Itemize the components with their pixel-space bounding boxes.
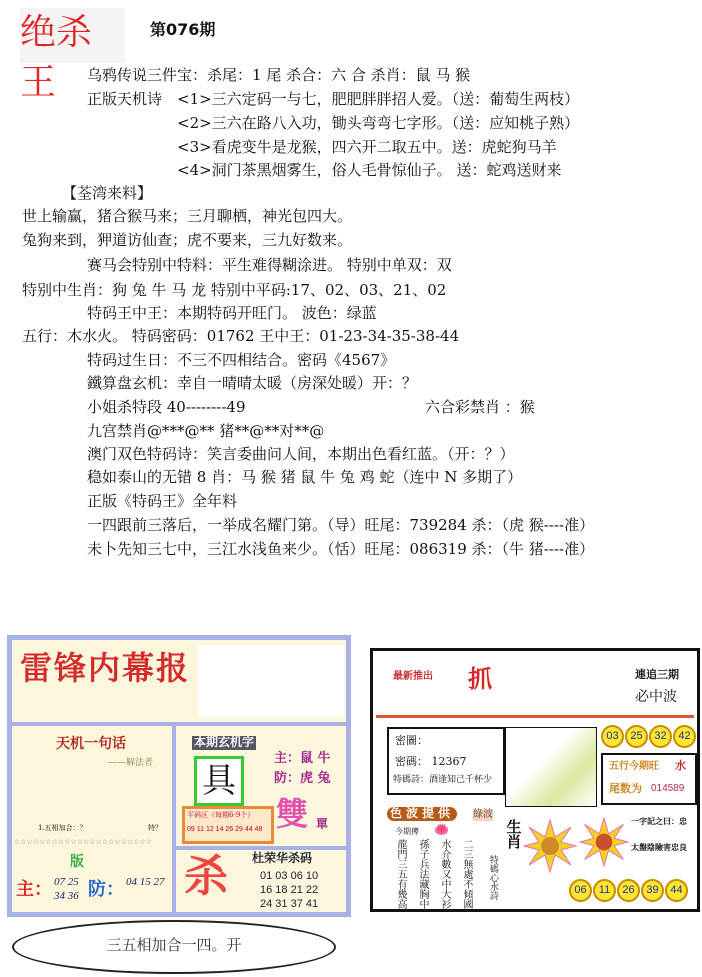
left-image-panel [7, 635, 351, 917]
shengxiao-label: 生肖 [504, 819, 523, 849]
cloud-caption: 三五相加合一四。开 [12, 920, 336, 974]
taiying-text: 太盤陰險害忠良 [631, 842, 687, 852]
zhua-char: 抓 [468, 664, 492, 693]
pingma-label: 平码区（每期6-9个） [187, 811, 255, 819]
xinshui-label: 特碼心水詩 [487, 855, 498, 900]
divider [376, 715, 694, 718]
panel-title: 雷锋内幕报 [20, 649, 191, 687]
right-image-panel [370, 648, 700, 912]
text-line: <3>看虎变牛是龙猴，四六开二取五中。送：虎蛇狗马羊 [177, 138, 557, 156]
text-line: 六合彩禁肖 ：猴 [425, 398, 535, 416]
fang-nums: 04 15 27 [126, 876, 165, 888]
divider [12, 722, 346, 726]
text-line: 稳如泰山的无错 8 肖：马 猴 猪 鼠 牛 兔 鸡 蛇（连中 N 多期了） [87, 468, 523, 486]
rooster-star-icon [579, 817, 629, 867]
text-line: 澳门双色特码诗：笑言委曲问人间，本期出色看红蓝。（开：？） [87, 445, 515, 463]
verse: 孫子兵法藏胸中 [417, 839, 428, 909]
text-line: 兔狗来到，狎道访仙查；虎不要来，三九好数来。 [22, 231, 353, 249]
logo: 绝杀王 [20, 8, 125, 63]
tianji-title: 天机一句话 [56, 736, 126, 752]
text-line: 五行：木水火。 特码密码：01762 王中王：01-23-34-35-38-44 [22, 327, 460, 345]
text-line: 世上输赢，猪合猴马来；三月聊栖，神光包四大。 [22, 207, 353, 225]
number-ball: 03 [601, 725, 624, 748]
color-provide: 色波提供 [387, 807, 457, 821]
mitu-label: 密圖： [395, 734, 428, 747]
zhu-nums-2: 34 36 [54, 890, 79, 902]
wuxing-label: 五行今期旺 [609, 761, 659, 772]
text-line: 特码王中王：本期特码开旺门。 波色：绿蓝 [87, 304, 377, 322]
text-line: <2>三六在路八入功，锄头弯弯七字形。（送：应知桃子熟） [177, 114, 580, 132]
bizhong-label: 必中波 [635, 689, 677, 705]
text-line: 一四跟前三落后，一举成名耀门第。（导）旺尾：739284 杀：（虎 猴----准） [87, 516, 595, 534]
white-patch [198, 645, 344, 717]
fang-text: 防：虎 兔 [274, 771, 331, 786]
number-ball: 06 [569, 879, 592, 902]
number-ball: 42 [673, 725, 696, 748]
number-ball: 39 [641, 879, 664, 902]
jinqi-label: 今期傳 [395, 827, 419, 836]
wuxing-box [601, 753, 697, 805]
balls-bottom [569, 879, 689, 902]
question-line: 1.五相加合：？ [38, 824, 87, 832]
temashi-text: 特碼詩：酒逢知己千杯少 [393, 775, 493, 785]
wuxing-value: 水 [675, 759, 686, 772]
text-line: 小姐杀特段 40--------49 [87, 398, 246, 416]
zhu-text: 主：鼠 牛 [274, 751, 331, 766]
star-row: ☆☆☆☆☆☆☆☆☆☆☆☆☆☆☆☆☆☆☆☆☆☆ [14, 838, 153, 846]
yizi-text: 一字記之曰：忠 [631, 816, 687, 826]
text-line: <1>三六定码一与七，肥肥胖胖招人爱。（送：葡萄生两枝） [177, 90, 580, 108]
du-title: 杜荣华杀码 [252, 851, 313, 865]
divider [176, 846, 346, 850]
text-line: 特码过生日：不三不四相结合。密码《4567》 [87, 351, 396, 369]
mystery-char: 具 [194, 756, 244, 806]
text-line: 赛马会特别中特料：平生难得糊涂进。 特别中单双：双 [87, 256, 452, 274]
mima-box [387, 727, 505, 795]
question-2: 特？ [148, 824, 162, 832]
verse: 水介數又中大衫 [439, 839, 450, 909]
lv-label: 綠波 [473, 809, 493, 820]
number-ball: 26 [617, 879, 640, 902]
sha-char: 杀 [184, 851, 228, 902]
shuang-char: 雙 [276, 795, 309, 833]
du-row: 16 18 21 22 [260, 884, 319, 896]
verse: 二三無處不傾國 [461, 839, 472, 909]
text-line: 未卜先知三七中，三江水浅鱼来少。（恬）旺尾：086319 杀：（牛 猪----准） [87, 540, 595, 558]
section-heading: 【荃湾来料】 [62, 184, 153, 202]
text-line: <4>洞门茶黑烟雾生，俗人毛骨惊仙子。 送：蛇鸡送财来 [177, 161, 562, 179]
number-ball: 44 [665, 879, 688, 902]
fang-label: 防： [88, 879, 124, 900]
weishu-label: 尾数为 [609, 782, 642, 795]
number-ball: 32 [649, 725, 672, 748]
pingma-box [182, 806, 274, 844]
pingma-numbers: 09 11 12 14 26 29 44 48 [187, 826, 263, 833]
dog-star-icon [523, 819, 577, 873]
new-label: 最新推出 [393, 671, 433, 682]
text-line: 鐵算盘玄机：幸自一晴晴太暖（房深处暖）开：？ [87, 374, 418, 392]
du-row: 01 03 06 10 [260, 870, 319, 882]
text-line: 乌鸦传说三件宝：杀尾：1 尾 杀合：六 合 杀肖：鼠 马 猴 [87, 66, 471, 84]
issue-number: 第076期 [150, 20, 216, 39]
ban-label: 版 [70, 854, 84, 870]
mima-text: 密碼： 12367 [395, 755, 467, 768]
text-line: 九宫禁肖@***@** 猪**@**对**@ [87, 422, 325, 440]
divider [172, 722, 176, 912]
text-line: 正版天机诗 [87, 90, 163, 108]
zhu-nums-1: 07 25 [54, 876, 79, 888]
weishu-value: 014589 [651, 783, 685, 794]
illustration [505, 727, 597, 807]
text-line: 正版《特码王》全年料 [87, 492, 238, 510]
dan-char: 單 [316, 817, 329, 831]
zhu-label: 主： [16, 879, 52, 900]
verse: 龍門三五有幾高 [395, 839, 406, 909]
lianzhui-label: 連追三期 [635, 668, 679, 681]
jinqi-value: 單 [437, 825, 447, 835]
text-line: 特别中生肖：狗 兔 牛 马 龙 特别中平码:17、02、03、21、02 [22, 281, 447, 299]
du-row: 24 31 37 41 [260, 898, 319, 910]
benqi-label: 本期玄机字 [194, 735, 255, 749]
balls-top [601, 725, 697, 748]
tianji-sign: ——解法者 [108, 758, 154, 768]
number-ball: 11 [593, 879, 616, 902]
number-ball: 25 [625, 725, 648, 748]
